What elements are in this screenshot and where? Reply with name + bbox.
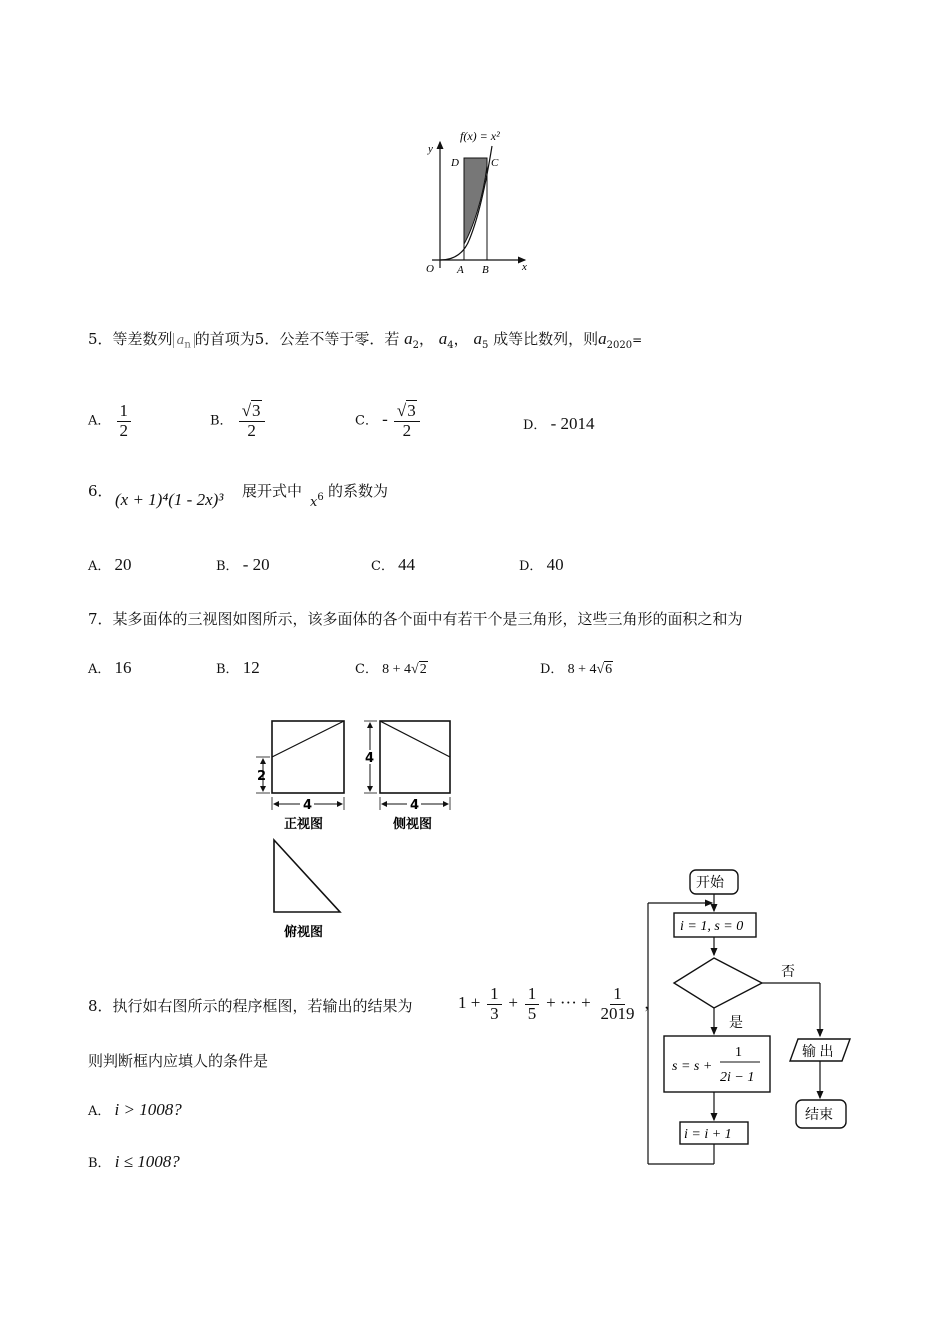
- question-7: 7．某多面体的三视图如图所示，该多面体的各个面中有若干个是三角形，这些三角形的面积之和为: [88, 610, 743, 628]
- q8-text-2: 则判断框内应填人的条件是: [88, 1052, 269, 1070]
- flowchart: [640, 862, 870, 1172]
- svg-text:C: C: [491, 157, 499, 169]
- svg-text:开始: 开始: [696, 876, 724, 891]
- q8-sum-expression: 1 + $\frac{1}{3}$ + $\frac{1}{5}$ + ··· + $\frac{1}{2019}$ ，: [458, 984, 660, 1023]
- svg-text:2: 2: [257, 769, 267, 784]
- question-5: 5．等差数列 $a_n$ 的首项为5．公差不等于零．若 $a_2$， $a_4$， $a_5$ 成等比数列，则$a_{2020}=$: [88, 329, 643, 351]
- svg-text:是: 是: [729, 1016, 743, 1031]
- svg-text:结束: 结束: [805, 1108, 833, 1123]
- q6-option-a[interactable]: A． 20: [88, 555, 132, 574]
- front-view-label: 正视图: [284, 817, 324, 832]
- svg-text:D: D: [451, 157, 459, 169]
- q5-option-c[interactable]: C． - $\frac{√3}{2}$: [355, 402, 422, 440]
- q6-option-c[interactable]: C． 44: [371, 555, 416, 574]
- svg-text:2i − 1: 2i − 1: [720, 1070, 755, 1085]
- q7-option-b[interactable]: B． 12: [216, 658, 260, 677]
- q7-option-a[interactable]: A． 16: [88, 658, 132, 677]
- question-8: 8．执行如右图所示的程序框图，若输出的结果为: [88, 997, 413, 1015]
- q5-option-a[interactable]: A． $\frac{1}{2}$: [88, 402, 133, 440]
- front-view: [256, 721, 344, 832]
- top-view: [274, 840, 340, 940]
- side-view-label: 侧视图: [393, 817, 433, 832]
- svg-text:输 出: 输 出: [802, 1045, 834, 1060]
- top-view-label: 俯视图: [284, 925, 324, 940]
- svg-text:B: B: [482, 264, 489, 276]
- parabola-figure: [410, 128, 540, 278]
- question-6: 6．: [88, 482, 113, 500]
- q8-option-a[interactable]: A． i > 1008?: [88, 1100, 182, 1119]
- svg-text:4: 4: [365, 751, 375, 766]
- svg-text:i = 1, s = 0: i = 1, s = 0: [680, 919, 744, 934]
- q5-option-b[interactable]: B． $\frac{√3}{2}$: [210, 402, 267, 440]
- shaded-region: [464, 158, 487, 244]
- svg-text:O: O: [426, 263, 434, 275]
- svg-text:4: 4: [303, 798, 313, 813]
- svg-text:4: 4: [410, 798, 420, 813]
- q8-option-b[interactable]: B． i ≤ 1008?: [88, 1152, 180, 1171]
- svg-text:1: 1: [735, 1045, 742, 1060]
- svg-text:i = i + 1: i = i + 1: [684, 1127, 732, 1142]
- q6-option-b[interactable]: B． - 20: [216, 555, 270, 574]
- svg-text:x: x: [522, 261, 527, 273]
- q6-expression: (x + 1)⁴(1 - 2x)³: [115, 490, 224, 509]
- q7-option-d[interactable]: D． 8 + 4√6: [540, 662, 613, 677]
- svg-text:y: y: [428, 143, 433, 155]
- three-views-figure: [252, 712, 462, 944]
- q6-text: 展开式中: [242, 482, 303, 500]
- side-view: [364, 721, 450, 832]
- flow-decision: [674, 958, 762, 1008]
- func-label: f(x) = x²: [460, 129, 500, 143]
- svg-text:s = s +: s = s +: [672, 1059, 713, 1074]
- q7-option-c[interactable]: C． 8 + 4√2: [355, 662, 427, 677]
- svg-text:否: 否: [781, 965, 795, 980]
- svg-text:A: A: [457, 264, 464, 276]
- q6-option-d[interactable]: D． 40: [519, 555, 564, 574]
- q5-option-d[interactable]: D． - 2014: [523, 414, 595, 433]
